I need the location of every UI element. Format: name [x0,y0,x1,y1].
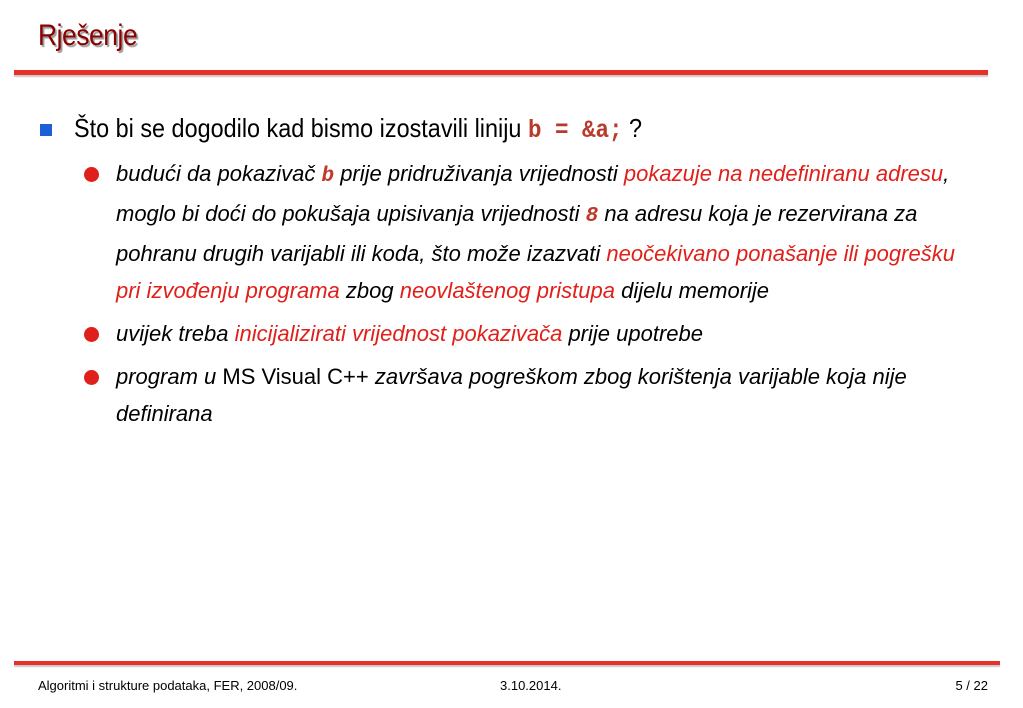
sub-bullet-1-highlight: neovlaštenog pristupa [399,278,615,303]
sub-bullet-1-text: prije pridruživanja vrijednosti [334,161,624,186]
sub-bullet-1-highlight: neočekivano ponašanje ili pogrešku pri izvođenju programa [116,241,955,303]
footer-page-number: 5 / 22 [955,678,988,693]
main-bullet-text-after: ? [622,113,642,143]
square-bullet-icon [40,124,52,136]
circle-bullet-icon [84,370,99,385]
title-divider [14,70,988,75]
sub-bullet-3-text: završava pogreškom zbog korištenja varijable koja nije definirana [116,364,907,426]
slide-content [40,108,975,438]
sub-bullet-1-text: budući da pokazivač [116,161,322,186]
main-bullet-code: b = &a; [527,116,623,145]
sub-bullet-3-product-name: MS Visual C++ [222,364,369,389]
sub-bullet-1 [74,155,975,309]
footer-course: Algoritmi i strukture podataka, FER, 2008/09. [38,678,298,693]
sub-bullet-1-text: zbog [339,278,400,303]
sub-bullet-2-highlight: inicijalizirati vrijednost pokazivača [234,321,563,346]
sub-bullet-2-text: uvijek treba [116,321,235,346]
sub-bullet-1-highlight: pokazuje na nedefiniranu adresu [623,161,944,186]
sub-bullet-3 [74,358,975,432]
footer-date: 3.10.2014. [500,678,562,693]
main-bullet-text-before: Što bi se dogodilo kad bismo izostavili liniju [74,113,528,143]
sub-bullet-1-text: dijelu memorije [614,278,770,303]
sub-bullet-2-text: prije upotrebe [562,321,703,346]
circle-bullet-icon [84,327,99,342]
slide-footer [38,678,988,696]
sub-bullet-1-code-8: 8 [585,205,599,228]
footer-divider [14,661,1000,665]
slide-title: Rješenje [38,19,138,52]
circle-bullet-icon [84,167,99,182]
sub-bullet-1-text: na adresu koja je rezervirana za pohranu drugih varijabli ili koda, što može izazvati [116,201,918,266]
sub-bullet-list [74,155,975,432]
main-bullet-text [74,108,642,151]
sub-bullet-2 [74,315,975,352]
sub-bullet-1-code-b: b [321,165,335,188]
sub-bullet-1-text: , moglo bi doći do pokušaja upisivanja vrijednosti [116,161,950,226]
sub-bullet-3-text: program u [116,364,223,389]
main-bullet [40,108,975,151]
